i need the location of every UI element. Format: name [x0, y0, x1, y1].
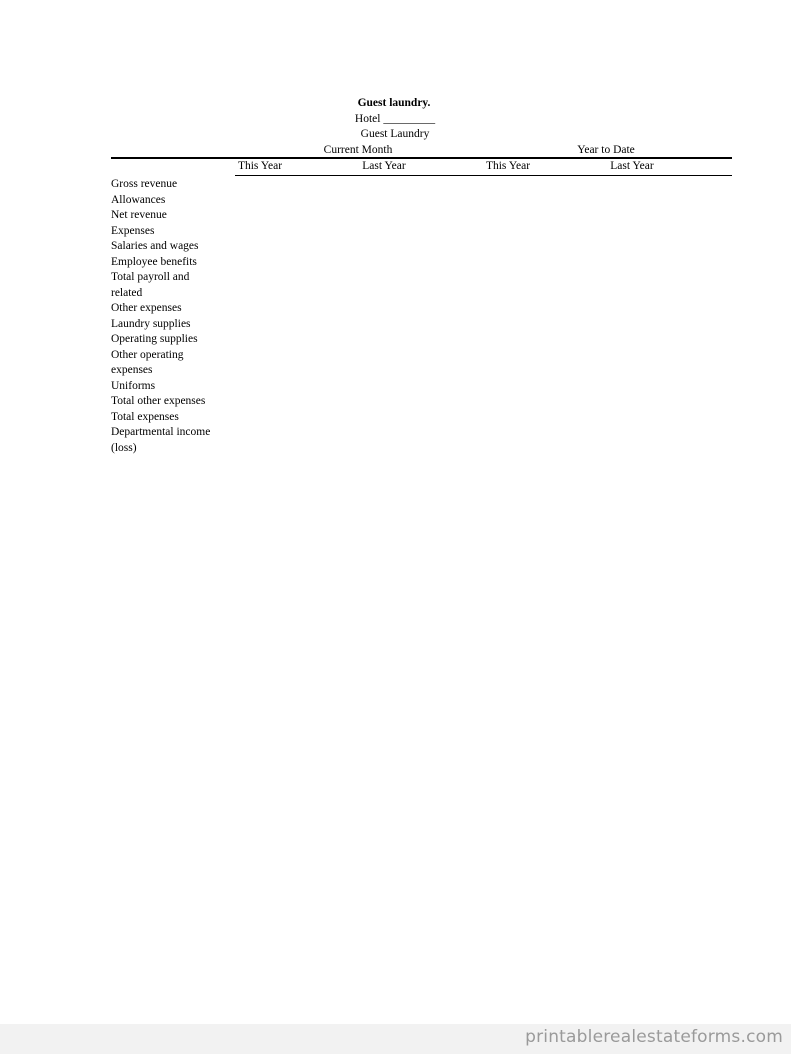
- row-label: Uniforms: [111, 380, 156, 392]
- row-label: Total payroll and: [111, 271, 190, 283]
- column-header-ytd-last-year: Last Year: [610, 160, 654, 172]
- footer-bar: [0, 1024, 791, 1054]
- group-header-current-month: Current Month: [323, 144, 393, 156]
- row-label: expenses: [111, 364, 153, 376]
- row-label: (loss): [111, 442, 137, 454]
- row-label: Salaries and wages: [111, 240, 199, 252]
- group-header-year-to-date: Year to Date: [577, 144, 635, 156]
- column-header-current-this-year: This Year: [237, 160, 283, 172]
- row-label: Other operating: [111, 349, 184, 361]
- watermark-text[interactable]: printablerealestateforms.com: [525, 1027, 783, 1047]
- row-label: Employee benefits: [111, 256, 197, 268]
- row-label: Laundry supplies: [111, 318, 191, 330]
- column-header-current-last-year: Last Year: [362, 160, 406, 172]
- row-label: Total other expenses: [111, 395, 206, 407]
- row-label: related: [111, 287, 143, 299]
- row-label: Gross revenue: [111, 178, 178, 190]
- row-label: Net revenue: [111, 209, 167, 221]
- column-header-ytd-this-year: This Year: [485, 160, 531, 172]
- row-label: Allowances: [111, 194, 166, 206]
- row-label: Total expenses: [111, 411, 179, 423]
- row-label: Operating supplies: [111, 333, 198, 345]
- header-bottom-rule: [235, 175, 732, 176]
- document-title: Guest laundry.: [357, 97, 431, 109]
- row-label: Expenses: [111, 225, 155, 237]
- hotel-line: Hotel _________: [354, 113, 436, 125]
- department-name: Guest Laundry: [360, 128, 430, 140]
- row-label: Departmental income: [111, 426, 211, 438]
- row-label: Other expenses: [111, 302, 182, 314]
